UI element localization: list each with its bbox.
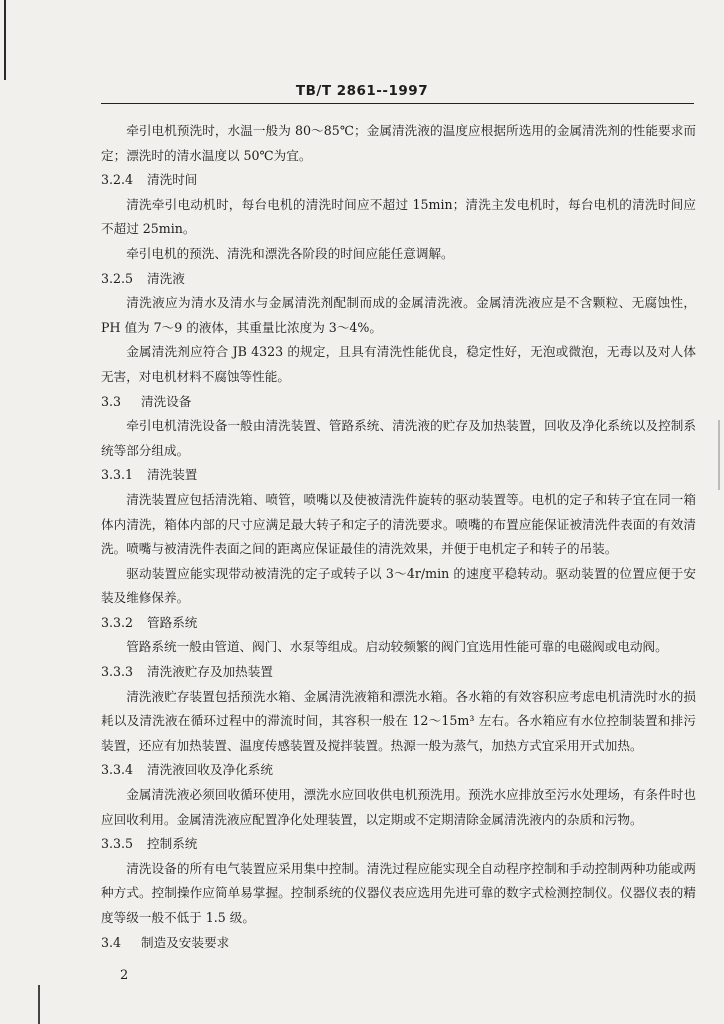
page-number: 2 bbox=[120, 968, 129, 983]
standard-number-header: TB/T 2861--1997 bbox=[295, 83, 429, 99]
section-title: 制造及安装要求 bbox=[141, 934, 230, 950]
section-heading bbox=[101, 390, 696, 415]
section-title: 清洗液 bbox=[147, 270, 185, 286]
section-number: 3.3.5 bbox=[101, 836, 134, 852]
paragraph: 驱动装置应能实现带动被清洗的定子或转子以 3～4r/min 的速度平稳转动。驱动装置的位置应便于安装及维修保养。 bbox=[101, 565, 696, 606]
scan-edge-mark bbox=[718, 420, 720, 490]
paragraph: 牵引电机预洗时，水温一般为 80～85℃；金属清洗液的温度应根据所选用的金属清洗剂的性能要求而定；漂洗时的清水温度以 50℃为宜。 bbox=[101, 123, 696, 163]
scan-edge-mark bbox=[4, 0, 6, 80]
section-title: 管路系统 bbox=[147, 614, 198, 630]
section-title: 清洗液回收及净化系统 bbox=[147, 762, 273, 778]
paragraph: 清洗牵引电动机时，每台电机的清洗时间应不超过 15min；清洗主发电机时，每台电机的清洗时间应不超过 25min。 bbox=[101, 196, 696, 237]
section-title: 清洗装置 bbox=[147, 467, 198, 483]
section-heading bbox=[101, 611, 696, 636]
paragraph: 牵引电机的预洗、清洗和漂洗各阶段的时间应能任意调解。 bbox=[126, 245, 454, 261]
section-number: 3.2.5 bbox=[101, 270, 134, 286]
section-number: 3.4 bbox=[101, 934, 122, 950]
section-heading bbox=[101, 267, 696, 292]
paragraph: 金属清洗液必须回收循环使用，漂洗水应回收供电机预洗用。预洗水应排放至污水处理场，有条件时也应回收利用。金属清洗液应配置净化处理装置，以定期或不定期清除金属清洗液内的杂质和污物。 bbox=[101, 787, 696, 827]
body-text bbox=[101, 119, 696, 955]
section-heading bbox=[101, 931, 696, 956]
paragraph: 清洗液应为清水及清水与金属清洗剂配制而成的金属清洗液。金属清洗液应是不含颗粒、无腐蚀性，PH 值为 7～9 的液体，其重量比浓度为 3～4%。 bbox=[101, 295, 696, 335]
section-number: 3.3.2 bbox=[101, 614, 134, 630]
section-number: 3.3.3 bbox=[101, 664, 134, 680]
section-heading bbox=[101, 758, 696, 783]
section-title: 控制系统 bbox=[147, 836, 198, 852]
section-heading bbox=[101, 832, 696, 857]
section-number: 3.3.4 bbox=[101, 762, 134, 778]
paragraph: 清洗设备的所有电气装置应采用集中控制。清洗过程应能实现全自动程序控制和手动控制两种功能或两种方式。控制操作应简单易掌握。控制系统的仪器仪表应选用先进可靠的数字式检测控制仪。仪器仪表的精度等级一般不低于 1.5 级。 bbox=[101, 860, 696, 925]
section-heading bbox=[101, 168, 696, 193]
paragraph: 金属清洗剂应符合 JB 4323 的规定，且具有清洗性能优良，稳定性好，无泡或微泡，无毒以及对人体无害，对电机材料不腐蚀等性能。 bbox=[101, 344, 696, 384]
section-title: 清洗设备 bbox=[141, 393, 192, 409]
section-number: 3.3 bbox=[101, 393, 122, 409]
paragraph: 管路系统一般由管道、阀门、水泵等组成。启动较频繁的阀门宜选用性能可靠的电磁阀或电动阀。 bbox=[126, 639, 668, 655]
section-heading bbox=[101, 660, 696, 685]
section-heading bbox=[101, 463, 696, 488]
header-rule bbox=[101, 103, 694, 104]
section-number: 3.2.4 bbox=[101, 172, 134, 188]
scan-edge-mark bbox=[38, 985, 40, 1024]
section-number: 3.3.1 bbox=[101, 467, 134, 483]
section-title: 清洗时间 bbox=[147, 172, 198, 188]
paragraph: 牵引电机清洗设备一般由清洗装置、管路系统、清洗液的贮存及加热装置，回收及净化系统以及控制系统等部分组成。 bbox=[101, 418, 696, 458]
paragraph: 清洗装置应包括清洗箱、喷管，喷嘴以及使被清洗件旋转的驱动装置等。电机的定子和转子宜在同一箱体内清洗，箱体内部的尺寸应满足最大转子和定子的清洗要求。喷嘴的布置应能保证被清洗件表面的有效清洗。喷嘴与被清洗件表面之间的距离应保证最佳的清洗效果，并便于电机定子和转子的吊装。 bbox=[101, 491, 696, 557]
section-title: 清洗液贮存及加热装置 bbox=[147, 664, 273, 680]
paragraph: 清洗液贮存装置包括预洗水箱、金属清洗液箱和漂洗水箱。各水箱的有效容积应考虑电机清洗时水的损耗以及清洗液在循环过程中的滞流时间，其容积一般在 12～15m³ 左右。各水箱应有水位控制装置和排污装置，还应有加热装置、温度传感装置及搅拌装置。热源一般为蒸气，加热方式宜采用开式加热。 bbox=[101, 688, 696, 753]
